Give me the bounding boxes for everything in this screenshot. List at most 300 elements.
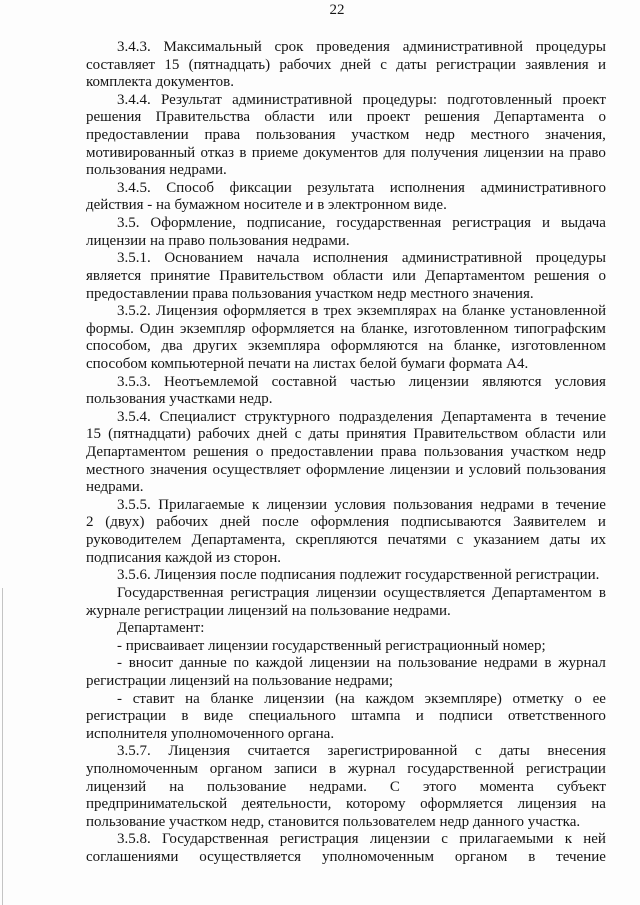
word: даты: [308, 426, 340, 443]
word: прилагаемыми: [459, 831, 554, 848]
word: 3.5.1.: [117, 250, 151, 267]
text-line: [86, 250, 606, 268]
text-line: [86, 779, 606, 797]
word: с: [475, 743, 482, 760]
word: выдача: [560, 215, 606, 232]
word: регистрация: [230, 584, 310, 601]
word: в: [181, 708, 189, 725]
word: права: [204, 127, 241, 144]
word: лицензии: [369, 831, 431, 848]
text-line: [86, 655, 606, 673]
word: регистрации: [525, 760, 606, 777]
bullet-stamp-mark: [86, 691, 606, 744]
word: экземпляр: [180, 320, 246, 337]
word: (пятнадцати): [108, 426, 191, 443]
text-line: действия - на бумажном носителе и в электронном виде.: [86, 197, 447, 214]
word: других: [193, 338, 238, 355]
text-line: [86, 743, 606, 761]
clause-3-5-5: [86, 497, 606, 567]
text-line: [86, 215, 606, 233]
word: Департамента: [494, 109, 585, 126]
word: оформляется: [251, 320, 335, 337]
word: и: [415, 708, 424, 725]
word: течение: [556, 408, 606, 425]
word: мотивированный: [86, 144, 196, 161]
word: Заявителем: [513, 514, 587, 531]
word: в: [541, 496, 549, 513]
word: процедуры: [535, 39, 606, 55]
word: Способ: [166, 179, 214, 196]
word: исполнения: [389, 179, 465, 196]
word: в: [311, 303, 319, 320]
word: приеме: [251, 144, 299, 161]
word: С: [389, 778, 400, 795]
text-line: [86, 57, 606, 75]
word: два: [161, 338, 183, 355]
word: рабочих: [198, 426, 250, 443]
text-line: [86, 761, 606, 779]
registration-paragraph: [86, 585, 606, 620]
text-line: подписания каждой из сторон.: [86, 549, 281, 566]
text-line: [86, 321, 606, 339]
word: решения: [86, 109, 142, 126]
text-line: регистрации лицензий на пользование недрами;: [86, 672, 394, 689]
word: недрами.: [309, 778, 367, 795]
text-line: [86, 497, 606, 515]
word: трех: [323, 303, 352, 320]
word: о: [574, 690, 582, 707]
word: Департамента,: [191, 532, 286, 549]
clause-3-4-5: [86, 180, 606, 215]
word: области: [332, 267, 384, 284]
word: условия: [334, 496, 386, 513]
word: и: [541, 215, 550, 232]
word: на: [169, 778, 184, 795]
word: Департаментом: [425, 267, 525, 284]
word: с: [380, 56, 387, 73]
word: лицензии: [483, 144, 544, 161]
word: способом,: [86, 338, 151, 355]
clause-3-4-3: [86, 39, 606, 92]
word: осуществляется: [383, 584, 486, 601]
word: принятие: [150, 267, 211, 284]
text-line: [86, 514, 606, 532]
word: лицензии: [389, 461, 450, 478]
clause-3-4-4: [86, 92, 606, 180]
word: (на: [335, 690, 355, 707]
word: составляет: [86, 56, 156, 73]
text-line: - присваивает лицензии государственный регистрационный номер;: [117, 637, 546, 654]
word: решения: [193, 444, 249, 461]
text-line: [86, 532, 606, 550]
word: Специалист: [159, 408, 236, 425]
word: 3.5.7.: [117, 743, 151, 760]
word: Максимальный: [163, 39, 262, 55]
word: подписание,: [246, 215, 326, 232]
word: в: [328, 760, 337, 777]
word: значения: [149, 461, 208, 478]
word: экземпляре): [424, 690, 502, 707]
word: подготовленный: [447, 91, 553, 108]
word: 3.4.3.: [117, 39, 151, 55]
word: регистрации: [435, 56, 516, 73]
clause-3-5: [86, 215, 606, 250]
word: решения: [533, 267, 590, 284]
word: подписи: [439, 708, 493, 725]
word: бланке,: [453, 338, 501, 355]
word: которому: [346, 796, 406, 813]
word: Неотъемлемой: [163, 373, 259, 390]
word: бланке: [461, 303, 505, 320]
text-line: [86, 691, 606, 709]
word: недр: [425, 127, 455, 144]
word: недрами: [483, 655, 538, 672]
word: формы.: [86, 320, 134, 337]
word: или: [582, 426, 606, 443]
word: Основанием: [164, 250, 244, 267]
word: о: [255, 444, 264, 461]
word: проект: [366, 109, 411, 126]
word: дней: [219, 514, 251, 531]
word: уполномоченным: [321, 849, 434, 866]
word: государственная: [336, 215, 442, 232]
word: подписываются: [400, 514, 502, 531]
word: вносит: [128, 655, 173, 672]
word: осуществляет: [212, 461, 301, 478]
word: специального: [248, 708, 336, 725]
word: на: [428, 338, 444, 355]
word: журнал: [347, 760, 396, 777]
word: установленной: [510, 303, 606, 320]
word: 3.5.2.: [117, 303, 151, 320]
word: структурного: [244, 408, 331, 425]
department-heading: [86, 620, 606, 638]
word: этого: [422, 778, 457, 795]
word: Лицензия: [168, 743, 231, 760]
clause-3-5-8: [86, 831, 606, 866]
text-line: [86, 303, 606, 321]
text-line: [86, 831, 606, 849]
word: о: [598, 109, 606, 126]
word: в: [598, 584, 606, 601]
word: зарегистрированной: [327, 743, 458, 760]
word: право: [569, 144, 606, 161]
word: 3.5.5.: [117, 496, 151, 513]
word: 3.4.5.: [117, 179, 151, 196]
word: регистрация: [279, 831, 359, 848]
word: Прилагаемые: [158, 496, 245, 513]
word: области: [525, 426, 576, 443]
word: рабочих: [279, 56, 332, 73]
word: условий: [468, 461, 522, 478]
word: деятельности,: [241, 796, 332, 813]
word: являются: [482, 373, 542, 390]
word: Лицензия: [156, 303, 218, 320]
word: органом: [454, 849, 508, 866]
word: административной: [401, 250, 523, 267]
word: частью: [350, 373, 396, 390]
word: Один: [139, 320, 175, 337]
word: Правительством: [413, 426, 518, 443]
word: с: [294, 426, 302, 443]
text-line: [86, 708, 606, 726]
word: участком: [351, 127, 410, 144]
word: недр: [576, 444, 606, 461]
word: отметку: [512, 690, 564, 707]
word: для: [383, 144, 406, 161]
word: области: [264, 109, 315, 126]
word: пользования: [526, 461, 606, 478]
word: исполнения: [313, 250, 389, 267]
word: в: [540, 408, 548, 425]
word: оформляются: [330, 338, 418, 355]
word: на: [549, 144, 564, 161]
word: ней: [583, 831, 606, 848]
word: на: [185, 690, 200, 707]
word: типографским: [514, 320, 606, 337]
document-body: [86, 39, 606, 867]
word: Департамента: [441, 408, 532, 425]
word: бланке: [210, 690, 254, 707]
word: результата: [307, 179, 375, 196]
word: пользование: [207, 778, 287, 795]
word: участком: [510, 444, 569, 461]
text-line: 3.5.6. Лицензия после подписания подлежит государственной регистрации.: [117, 567, 600, 584]
bullet-journal-entry: [86, 655, 606, 690]
text-line: [86, 145, 606, 163]
word: записи: [274, 760, 318, 777]
word: к: [251, 496, 260, 513]
word: начала: [256, 250, 300, 267]
word: и: [455, 461, 464, 478]
word: государственной: [407, 760, 515, 777]
word: лицензия: [517, 796, 577, 813]
word: печатями: [387, 532, 447, 549]
word: ставит: [132, 690, 175, 707]
word: предпринимательской: [86, 796, 228, 813]
text-line: пользование участком недр, становится пользователем недр данного участка.: [86, 813, 581, 830]
word: процедуры: [535, 250, 606, 267]
word: является: [86, 267, 142, 284]
word: дней: [340, 56, 371, 73]
word: административной: [402, 39, 523, 55]
word: на: [591, 796, 606, 813]
word: документов: [303, 144, 379, 161]
word: лицензий: [86, 778, 147, 795]
text-line: [86, 109, 606, 127]
word: процедуры:: [362, 91, 438, 108]
bullet-assign-number: [86, 638, 606, 656]
text-line: комплекта документов.: [86, 74, 235, 91]
word: с: [441, 831, 448, 848]
word: каждом: [365, 690, 414, 707]
text-line: [86, 127, 606, 145]
clause-3-5-1: [86, 250, 606, 303]
word: 3.5.3.: [117, 373, 151, 390]
word: штампа: [351, 708, 401, 725]
word: 2: [86, 514, 94, 531]
word: лицензии: [309, 655, 370, 672]
word: (пятнадцать): [188, 56, 271, 73]
text-line: [86, 338, 606, 356]
word: регистрация: [452, 215, 532, 232]
clause-3-5-7: [86, 743, 606, 831]
text-line: [86, 585, 606, 603]
word: Государственная: [161, 831, 269, 848]
word: пользования: [255, 127, 336, 144]
word: течение: [556, 496, 606, 513]
word: пользования: [423, 444, 504, 461]
word: составной: [271, 373, 337, 390]
word: получения: [410, 144, 479, 161]
word: проект: [562, 91, 606, 108]
word: Оформление,: [150, 215, 236, 232]
word: по: [233, 655, 249, 672]
word: или: [328, 109, 353, 126]
word: ее: [592, 690, 606, 707]
word: даты: [396, 56, 427, 73]
clause-3-5-3: [86, 374, 606, 409]
word: органом: [209, 760, 263, 777]
text-line: [86, 426, 606, 444]
word: субъект: [556, 778, 606, 795]
word: Государственная: [117, 584, 224, 601]
text-line: лицензии на право пользования недрами.: [86, 232, 350, 249]
word: регистрации: [86, 708, 166, 725]
word: 3.4.4.: [117, 91, 151, 108]
word: -: [117, 690, 122, 707]
word: даты: [549, 532, 581, 549]
word: оформление: [306, 461, 385, 478]
word: бланке,: [360, 320, 408, 337]
word: дней: [257, 426, 288, 443]
word: 3.5.8.: [117, 831, 151, 848]
word: Правительства: [155, 109, 251, 126]
text-line: недрами.: [86, 479, 144, 496]
word: течение: [556, 849, 606, 866]
word: 15: [86, 426, 101, 443]
word: Департаментом: [492, 584, 592, 601]
text-line: [86, 92, 606, 110]
word: -: [117, 655, 122, 672]
word: отказ: [200, 144, 235, 161]
word: подразделения: [338, 408, 433, 425]
text-line: [86, 849, 606, 867]
text-line: журнале регистрации лицензий на пользование недрами.: [86, 602, 451, 619]
word: Результат: [161, 91, 222, 108]
clause-3-5-2: [86, 303, 606, 373]
word: на: [340, 320, 355, 337]
word: журнал: [558, 655, 606, 672]
text-line: [86, 409, 606, 427]
word: недрами: [480, 496, 535, 513]
word: лицензии: [264, 690, 325, 707]
word: о: [598, 267, 606, 284]
word: значения,: [545, 127, 606, 144]
word: изготовленном: [413, 320, 509, 337]
text-line: предоставлении права пользования участком недр местного значения.: [86, 285, 534, 302]
word: Департаментом: [86, 444, 186, 461]
word: оформления: [310, 514, 390, 531]
page-number: 22: [329, 2, 345, 18]
word: местного: [470, 127, 530, 144]
word: экземплярах: [357, 303, 437, 320]
word: административного: [480, 179, 606, 196]
word: 3.5.4.: [117, 408, 151, 425]
word: указанием: [473, 532, 540, 549]
text-line: [86, 444, 606, 462]
word: изготовленном: [511, 338, 606, 355]
text-line: способом компьютерной печати на листах белой бумаги формата А4.: [86, 355, 529, 372]
word: лицензии: [316, 584, 377, 601]
word: пользования: [393, 496, 473, 513]
word: лицензии: [266, 496, 328, 513]
word: рабочих: [156, 514, 209, 531]
text-line: [86, 268, 606, 286]
word: руководителем: [86, 532, 182, 549]
word: виде: [203, 708, 234, 725]
word: 15: [164, 56, 180, 73]
word: оформляется: [420, 796, 503, 813]
text-line: [86, 374, 606, 392]
word: предоставлении: [270, 444, 374, 461]
word: права: [380, 444, 417, 461]
word: внесения: [547, 743, 606, 760]
word: уполномоченным: [86, 760, 198, 777]
word: считается: [247, 743, 310, 760]
word: в: [528, 849, 536, 866]
word: данные: [179, 655, 227, 672]
word: заявления: [525, 56, 589, 73]
text-line: пользования участками недр.: [86, 391, 273, 408]
clause-3-5-4: [86, 409, 606, 497]
word: соглашениями: [86, 849, 179, 866]
word: условия: [554, 373, 606, 390]
word: или: [392, 267, 416, 284]
word: их: [590, 532, 606, 549]
word: проведения: [316, 39, 390, 55]
text-line: исполнителя уполномоченного органа.: [86, 725, 335, 742]
word: лицензии: [408, 373, 469, 390]
word: (двух): [105, 514, 145, 531]
text-line: [86, 462, 606, 480]
word: скрепляются: [295, 532, 378, 549]
word: с: [456, 532, 464, 549]
word: в: [239, 144, 247, 161]
text-line: [86, 180, 606, 198]
word: на: [442, 303, 457, 320]
word: Правительством: [219, 267, 324, 284]
word: к: [564, 831, 572, 848]
clause-3-5-6: [86, 567, 606, 585]
word: 3.5.: [117, 215, 140, 232]
word: момента: [479, 778, 534, 795]
word: срок: [274, 39, 304, 55]
word: после: [262, 514, 299, 531]
scan-edge-line: [2, 588, 3, 905]
text-line: пользования недрами.: [86, 162, 227, 179]
word: решения: [424, 109, 480, 126]
word: административной: [232, 91, 353, 108]
word: предоставлении: [86, 127, 189, 144]
word: и: [597, 514, 606, 531]
word: принятия: [346, 426, 407, 443]
word: осуществляется: [199, 849, 302, 866]
word: ответственного: [507, 708, 606, 725]
text-line: [86, 39, 606, 57]
word: в: [544, 655, 552, 672]
word: пользование: [397, 655, 478, 672]
